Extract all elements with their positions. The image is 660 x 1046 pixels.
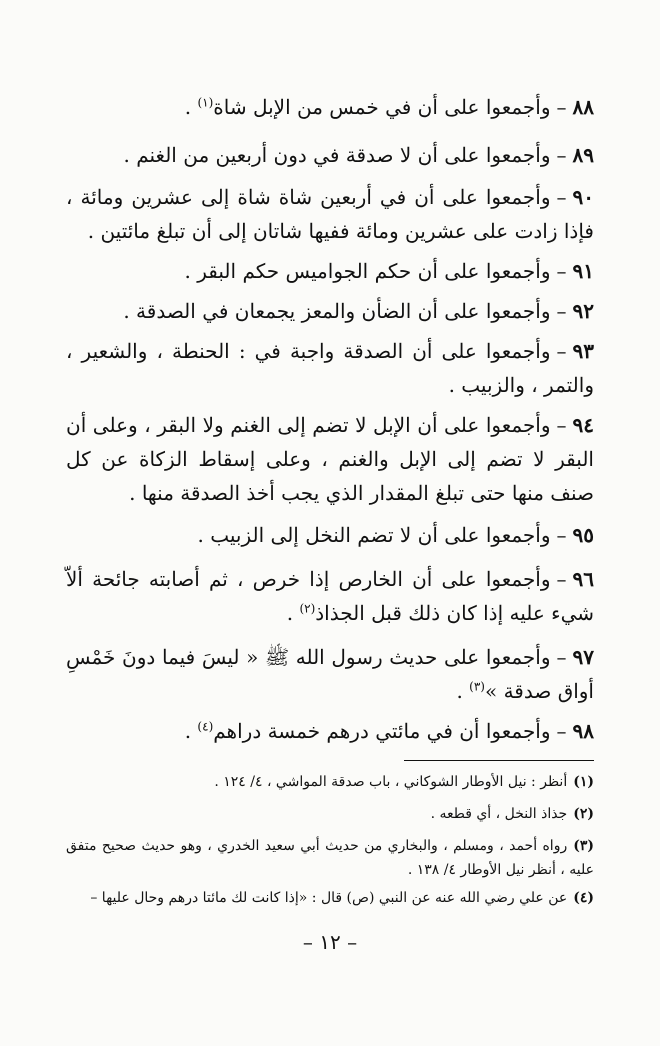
footnote-number: (١) — [573, 774, 594, 790]
footnote-ref[interactable]: (٣) — [469, 679, 485, 694]
paragraph-text: وأجمعوا على حديث رسول الله ﷺ « ليسَ فيما دونَ خَمْسِ أواق صدقة » — [66, 645, 594, 703]
paragraph-text: وأجمعوا على أن في أربعين شاة شاة إلى عشرين ومائة ، فإذا زادت على عشرين ومائة ففيها شاتان إلى أن تبلغ مائتين . — [66, 185, 594, 243]
paragraph-text: وأجمعوا على أن لا تضم النخل إلى الزبيب . — [197, 523, 551, 547]
footnote-3 — [66, 834, 594, 882]
footnote-ref[interactable]: (١) — [197, 95, 214, 110]
footnote-divider — [404, 760, 594, 761]
paragraph-number: ٩٥ — [572, 523, 594, 547]
footnote-text: رواه أحمد ، ومسلم ، والبخاري من حديث أبي سعيد الخدري ، وهو حديث صحيح متفق عليه ، أنظر نيل الأوطار ٤/ ١٣٨ . — [66, 838, 594, 878]
paragraph-number: ٩٦ — [572, 567, 594, 591]
footnote-1 — [66, 770, 594, 794]
footnote-text: عن علي رضي الله عنه عن النبي (ص) قال : «إذا كانت لك مائتا درهم وحال عليها – — [90, 890, 568, 906]
paragraph-text: وأجمعوا على أن الصدقة واجبة في : الحنطة ، والشعير ، والتمر ، والزبيب . — [66, 339, 594, 397]
paragraph-text: وأجمعوا على أن الخارص إذا خرص ، ثم أصابته جائحة ألاّ شيء عليه إذا كان ذلك قبل الجذاذ — [66, 567, 594, 625]
paragraph-text: وأجمعوا على أن الإبل لا تضم إلى الغنم ولا البقر ، وعلى أن البقر لا تضم إلى الإبل والغنم ، وعلى إسقاط الزكاة عن كل صنف منها حتى تبلغ المقدار الذي يجب أخذ الصدقة منها . — [66, 413, 594, 505]
footnote-2 — [66, 802, 594, 826]
paragraph-text: وأجمعوا على أن الضأن والمعز يجمعان في الصدقة . — [123, 299, 551, 323]
paragraph-number: ٩٤ — [572, 413, 594, 437]
footnote-ref[interactable]: (٢) — [299, 601, 316, 616]
paragraph-text: وأجمعوا على أن حكم الجواميس حكم البقر . — [184, 259, 551, 283]
footnote-number: (٣) — [573, 838, 594, 854]
paragraph-number: ٩٠ — [572, 185, 594, 209]
paragraph-number: ٩٧ — [572, 645, 594, 669]
paragraph-number: ٩٨ — [572, 719, 594, 743]
footnote-number: (٤) — [573, 890, 594, 906]
footnote-4 — [66, 886, 594, 910]
footnote-ref[interactable]: (٤) — [197, 719, 214, 734]
paragraph-93: ٩٣–وأجمعوا على أن الصدقة واجبة في : الحنطة ، والشعير ، والتمر ، والزبيب . — [66, 339, 594, 397]
paragraph-text: وأجمعوا على أن في خمس من الإبل شاة — [213, 95, 551, 119]
paragraph-95: ٩٥–وأجمعوا على أن لا تضم النخل إلى الزبيب . — [197, 523, 594, 547]
paragraph-number: ٩١ — [572, 259, 594, 283]
paragraph-text: وأجمعوا أن في مائتي درهم خمسة دراهم — [213, 719, 551, 743]
paragraph-text: وأجمعوا على أن لا صدقة في دون أربعين من الغنم . — [123, 143, 551, 167]
footnote-text: جذاذ النخل ، أي قطعه . — [430, 806, 568, 822]
paragraph-number: ٨٩ — [572, 143, 594, 167]
footnote-number: (٢) — [573, 806, 594, 822]
paragraph-89: ٨٩–وأجمعوا على أن لا صدقة في دون أربعين من الغنم . — [123, 143, 594, 167]
paragraph-88: ٨٨–وأجمعوا على أن في خمس من الإبل شاة$^{(١)}$ . — [184, 95, 594, 119]
paragraph-97: ٩٧–وأجمعوا على حديث رسول الله ﷺ « ليسَ فيما دونَ خَمْسِ أواق صدقة »$^{(٣)}$ . — [66, 645, 594, 703]
paragraph-number: ٨٨ — [572, 95, 594, 119]
footnote-text: أنظر : نيل الأوطار الشوكاني ، باب صدقة المواشي ، ٤/ ١٢٤ . — [214, 774, 568, 790]
paragraph-96: ٩٦–وأجمعوا على أن الخارص إذا خرص ، ثم أصابته جائحة ألاّ شيء عليه إذا كان ذلك قبل الجذاذ$^{(٢)}$ . — [66, 567, 594, 625]
paragraph-94: ٩٤–وأجمعوا على أن الإبل لا تضم إلى الغنم ولا البقر ، وعلى أن البقر لا تضم إلى الإبل والغنم ، وعلى إسقاط الزكاة عن كل صنف منها حتى تبلغ المقدار الذي يجب أخذ الصدقة منها . — [66, 413, 594, 505]
page-number: – ١٢ – — [302, 930, 358, 954]
paragraph-number: ٩٢ — [572, 299, 594, 323]
paragraph-90: ٩٠–وأجمعوا على أن في أربعين شاة شاة إلى عشرين ومائة ، فإذا زادت على عشرين ومائة ففيها شاتان إلى أن تبلغ مائتين . — [66, 185, 594, 243]
paragraph-91: ٩١–وأجمعوا على أن حكم الجواميس حكم البقر . — [184, 259, 594, 283]
paragraph-92: ٩٢–وأجمعوا على أن الضأن والمعز يجمعان في الصدقة . — [123, 299, 594, 323]
paragraph-number: ٩٣ — [572, 339, 594, 363]
paragraph-98: ٩٨–وأجمعوا أن في مائتي درهم خمسة دراهم$^{(٤)}$ . — [184, 719, 594, 743]
